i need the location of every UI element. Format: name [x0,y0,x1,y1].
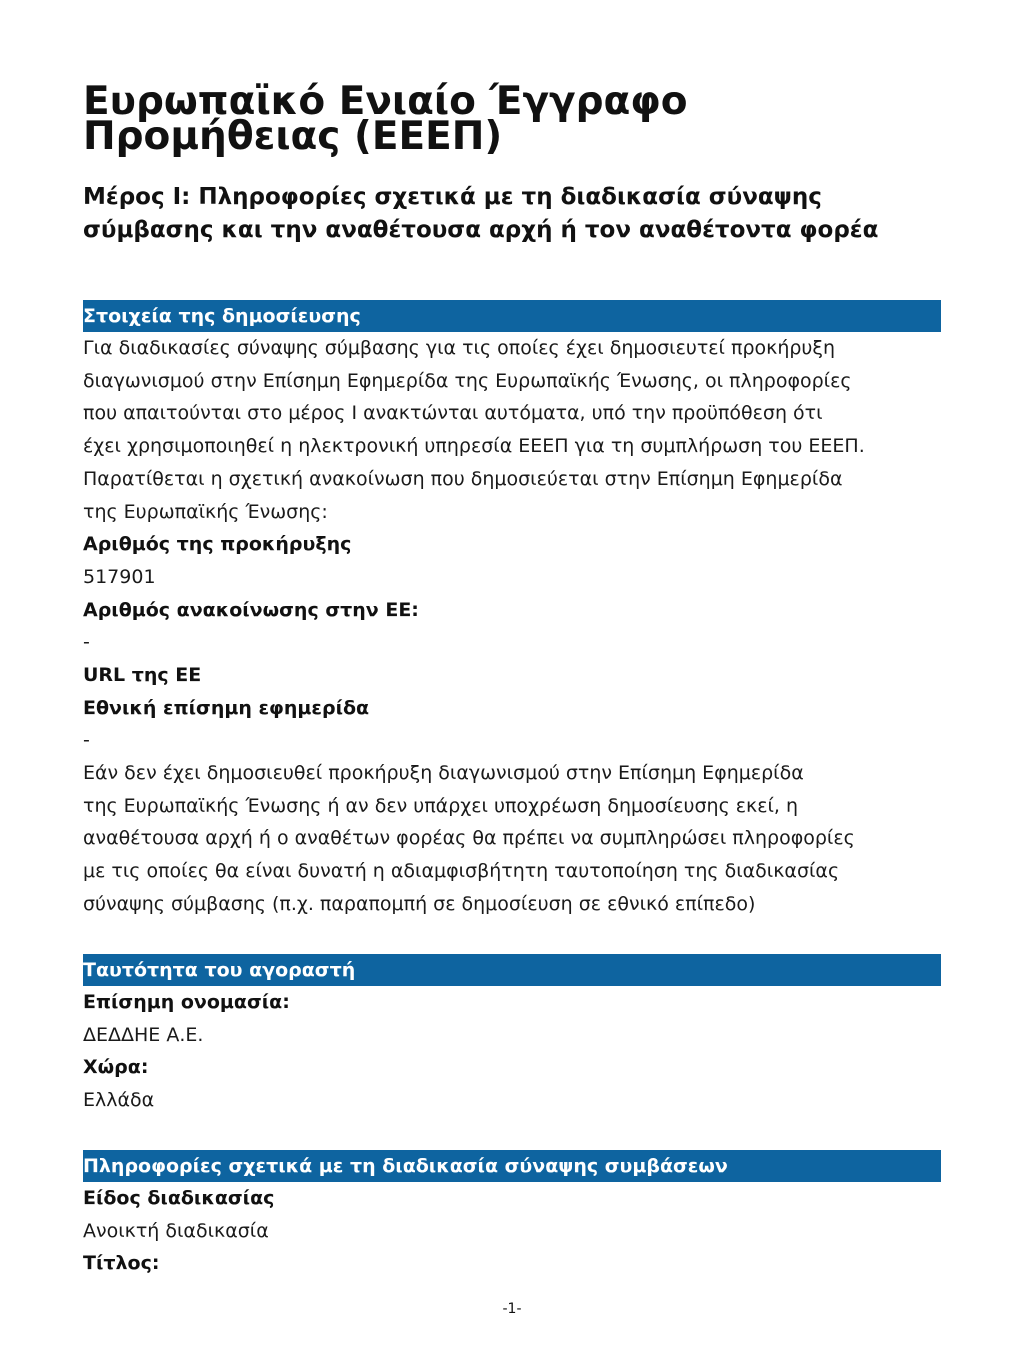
publication-intro-line: που απαιτούνται στο μέρος I ανακτώνται αυτόματα, υπό την προϋπόθεση ότι [83,402,823,425]
subtitle-line-2: σύμβασης και την αναθέτουσα αρχή ή τον αναθέτοντα φορέα [83,217,879,243]
publication-intro-line: της Ευρωπαϊκής Ένωσης: [83,500,328,523]
country-value: Ελλάδα [83,1089,155,1112]
procedure-title-label: Τίτλος: [83,1252,160,1275]
national-gazette-value: - [83,729,90,752]
publication-closing-line: με τις οποίες θα είναι δυνατή η αδιαμφισβήτητη ταυτοποίηση της διαδικασίας [83,860,840,883]
page-number: -1- [502,1301,522,1317]
national-gazette-label: Εθνική επίσημη εφημερίδα [83,696,370,719]
publication-intro-line: έχει χρησιμοποιηθεί η ηλεκτρονική υπηρεσία ΕΕΕΠ για τη συμπλήρωση του ΕΕΕΠ. [83,435,865,458]
publication-closing-line: της Ευρωπαϊκής Ένωσης ή αν δεν υπάρχει υποχρέωση δημοσίευσης εκεί, η [83,794,799,817]
title-line-2: Προμήθειας (ΕΕΕΠ) [83,114,503,159]
buyer-section [83,954,941,1117]
publication-intro-line: διαγωνισμού στην Επίσημη Εφημερίδα της Ευρωπαϊκής Ένωσης, οι πληροφορίες [83,369,852,392]
procedure-type-value: Ανοικτή διαδικασία [83,1219,269,1242]
document-subtitle [83,181,963,247]
procedure-type-label: Είδος διαδικασίας [83,1187,275,1209]
publication-section-header: Στοιχεία της δημοσίευσης [83,300,941,332]
notice-number-label: Αριθμός της προκήρυξης [83,533,352,556]
notice-number-value: 517901 [83,565,156,588]
publication-section [83,300,941,921]
buyer-section-header: Ταυτότητα του αγοραστή [83,954,941,986]
publication-closing [83,757,941,921]
eu-notice-label: Αριθμός ανακοίνωσης στην ΕΕ: [83,598,419,621]
official-name-label: Επίσημη ονομασία: [83,991,290,1013]
procedure-section-header: Πληροφορίες σχετικά με τη διαδικασία σύναψης συμβάσεων [83,1150,941,1182]
eu-url-label: URL της ΕΕ [83,663,202,686]
publication-closing-line: αναθέτουσα αρχή ή ο αναθέτων φορέας θα πρέπει να συμπληρώσει πληροφορίες [83,827,855,850]
publication-closing-line: Εάν δεν έχει δημοσιευθεί προκήρυξη διαγωνισμού στην Επίσημη Εφημερίδα [83,762,804,785]
publication-closing-line: σύναψης σύμβασης (π.χ. παραπομπή σε δημοσίευση σε εθνικό επίπεδο) [83,892,756,915]
publication-intro-line: Για διαδικασίες σύναψης σύμβασης για τις οποίες έχει δημοσιευτεί προκήρυξη [83,337,836,359]
publication-intro-line: Παρατίθεται η σχετική ανακοίνωση που δημοσιεύεται στην Επίσημη Εφημερίδα [83,467,843,490]
subtitle-line-1: Μέρος I: Πληροφορίες σχετικά με τη διαδικασία σύναψης [83,184,822,210]
eu-notice-value: - [83,631,90,654]
country-label: Χώρα: [83,1056,149,1079]
procedure-section [83,1150,941,1280]
publication-intro [83,332,941,528]
official-name-value: ΔΕΔΔΗΕ Α.Ε. [83,1023,204,1046]
title-line-1: Ευρωπαϊκό Ενιαίο Έγγραφο [83,79,688,124]
document-title [83,79,941,159]
